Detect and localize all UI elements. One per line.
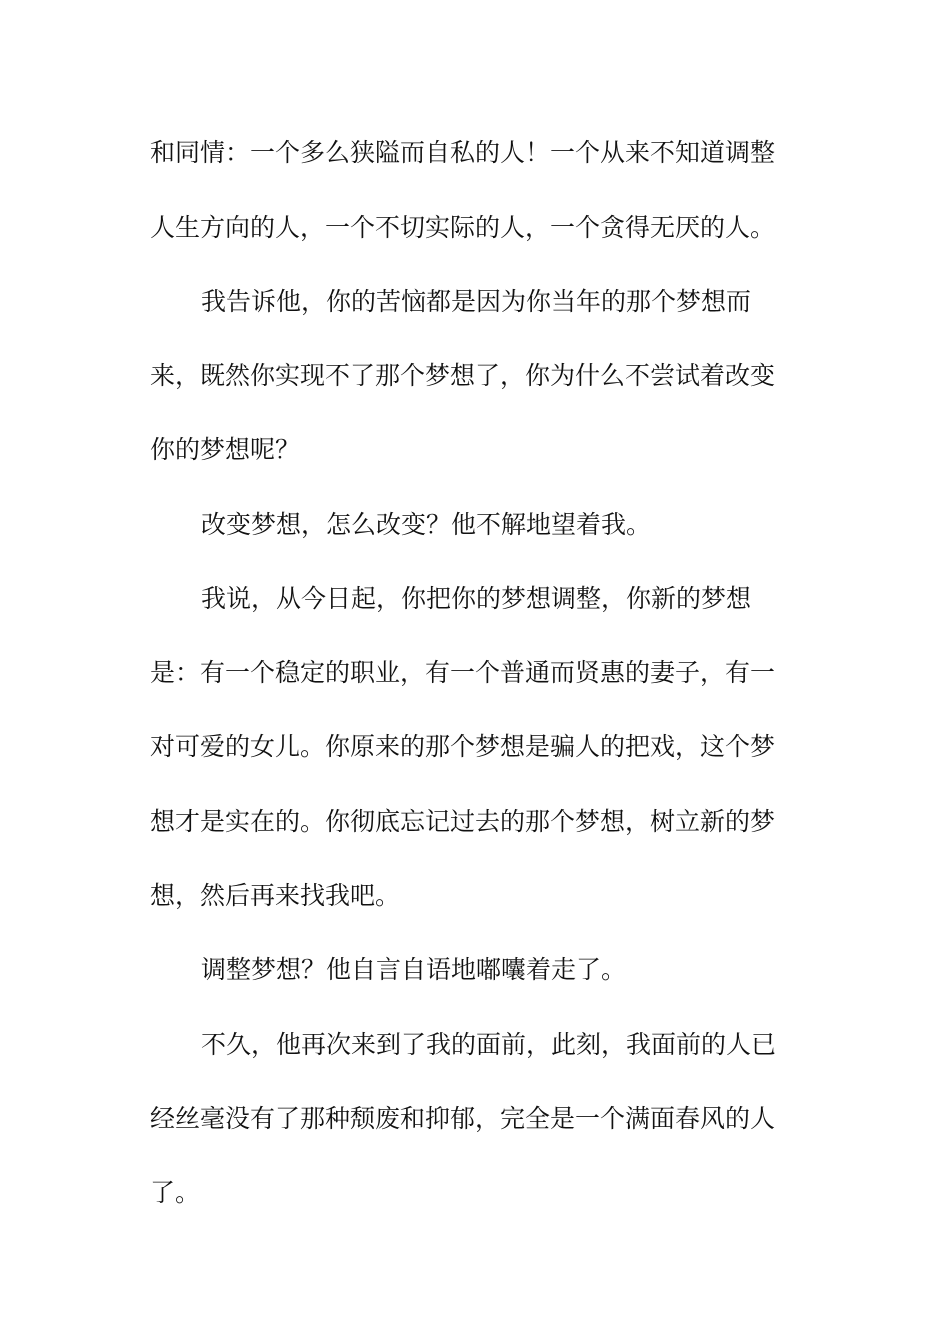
text-line: 想，然后再来找我吧。 — [150, 881, 401, 910]
text-line: 对可爱的女儿。你原来的那个梦想是骗人的把戏，这个梦 — [150, 732, 776, 761]
text-line: 想才是实在的。你彻底忘记过去的那个梦想，树立新的梦 — [150, 807, 776, 836]
text-line: 来，既然你实现不了那个梦想了，你为什么不尝试着改变 — [150, 361, 776, 390]
paragraph-start-line: 改变梦想，怎么改变？他不解地望着我。 — [201, 510, 652, 539]
paragraph-start-line: 我告诉他，你的苦恼都是因为你当年的那个梦想而 — [201, 287, 752, 316]
text-line: 和同情：一个多么狭隘而自私的人！一个从来不知道调整 — [150, 138, 776, 167]
paragraph-start-line: 调整梦想？他自言自语地嘟囔着走了。 — [201, 955, 627, 984]
text-line: 你的梦想呢？ — [150, 435, 301, 464]
text-line: 经丝毫没有了那种颓废和抑郁，完全是一个满面春风的人 — [150, 1104, 776, 1133]
text-line: 是：有一个稳定的职业，有一个普通而贤惠的妻子，有一 — [150, 658, 776, 687]
paragraph-start-line: 不久，他再次来到了我的面前，此刻，我面前的人已 — [201, 1030, 777, 1059]
text-line: 了。 — [150, 1178, 201, 1207]
paragraph-start-line: 我说，从今日起，你把你的梦想调整，你新的梦想 — [201, 584, 752, 613]
text-line: 人生方向的人，一个不切实际的人，一个贪得无厌的人。 — [150, 213, 776, 242]
